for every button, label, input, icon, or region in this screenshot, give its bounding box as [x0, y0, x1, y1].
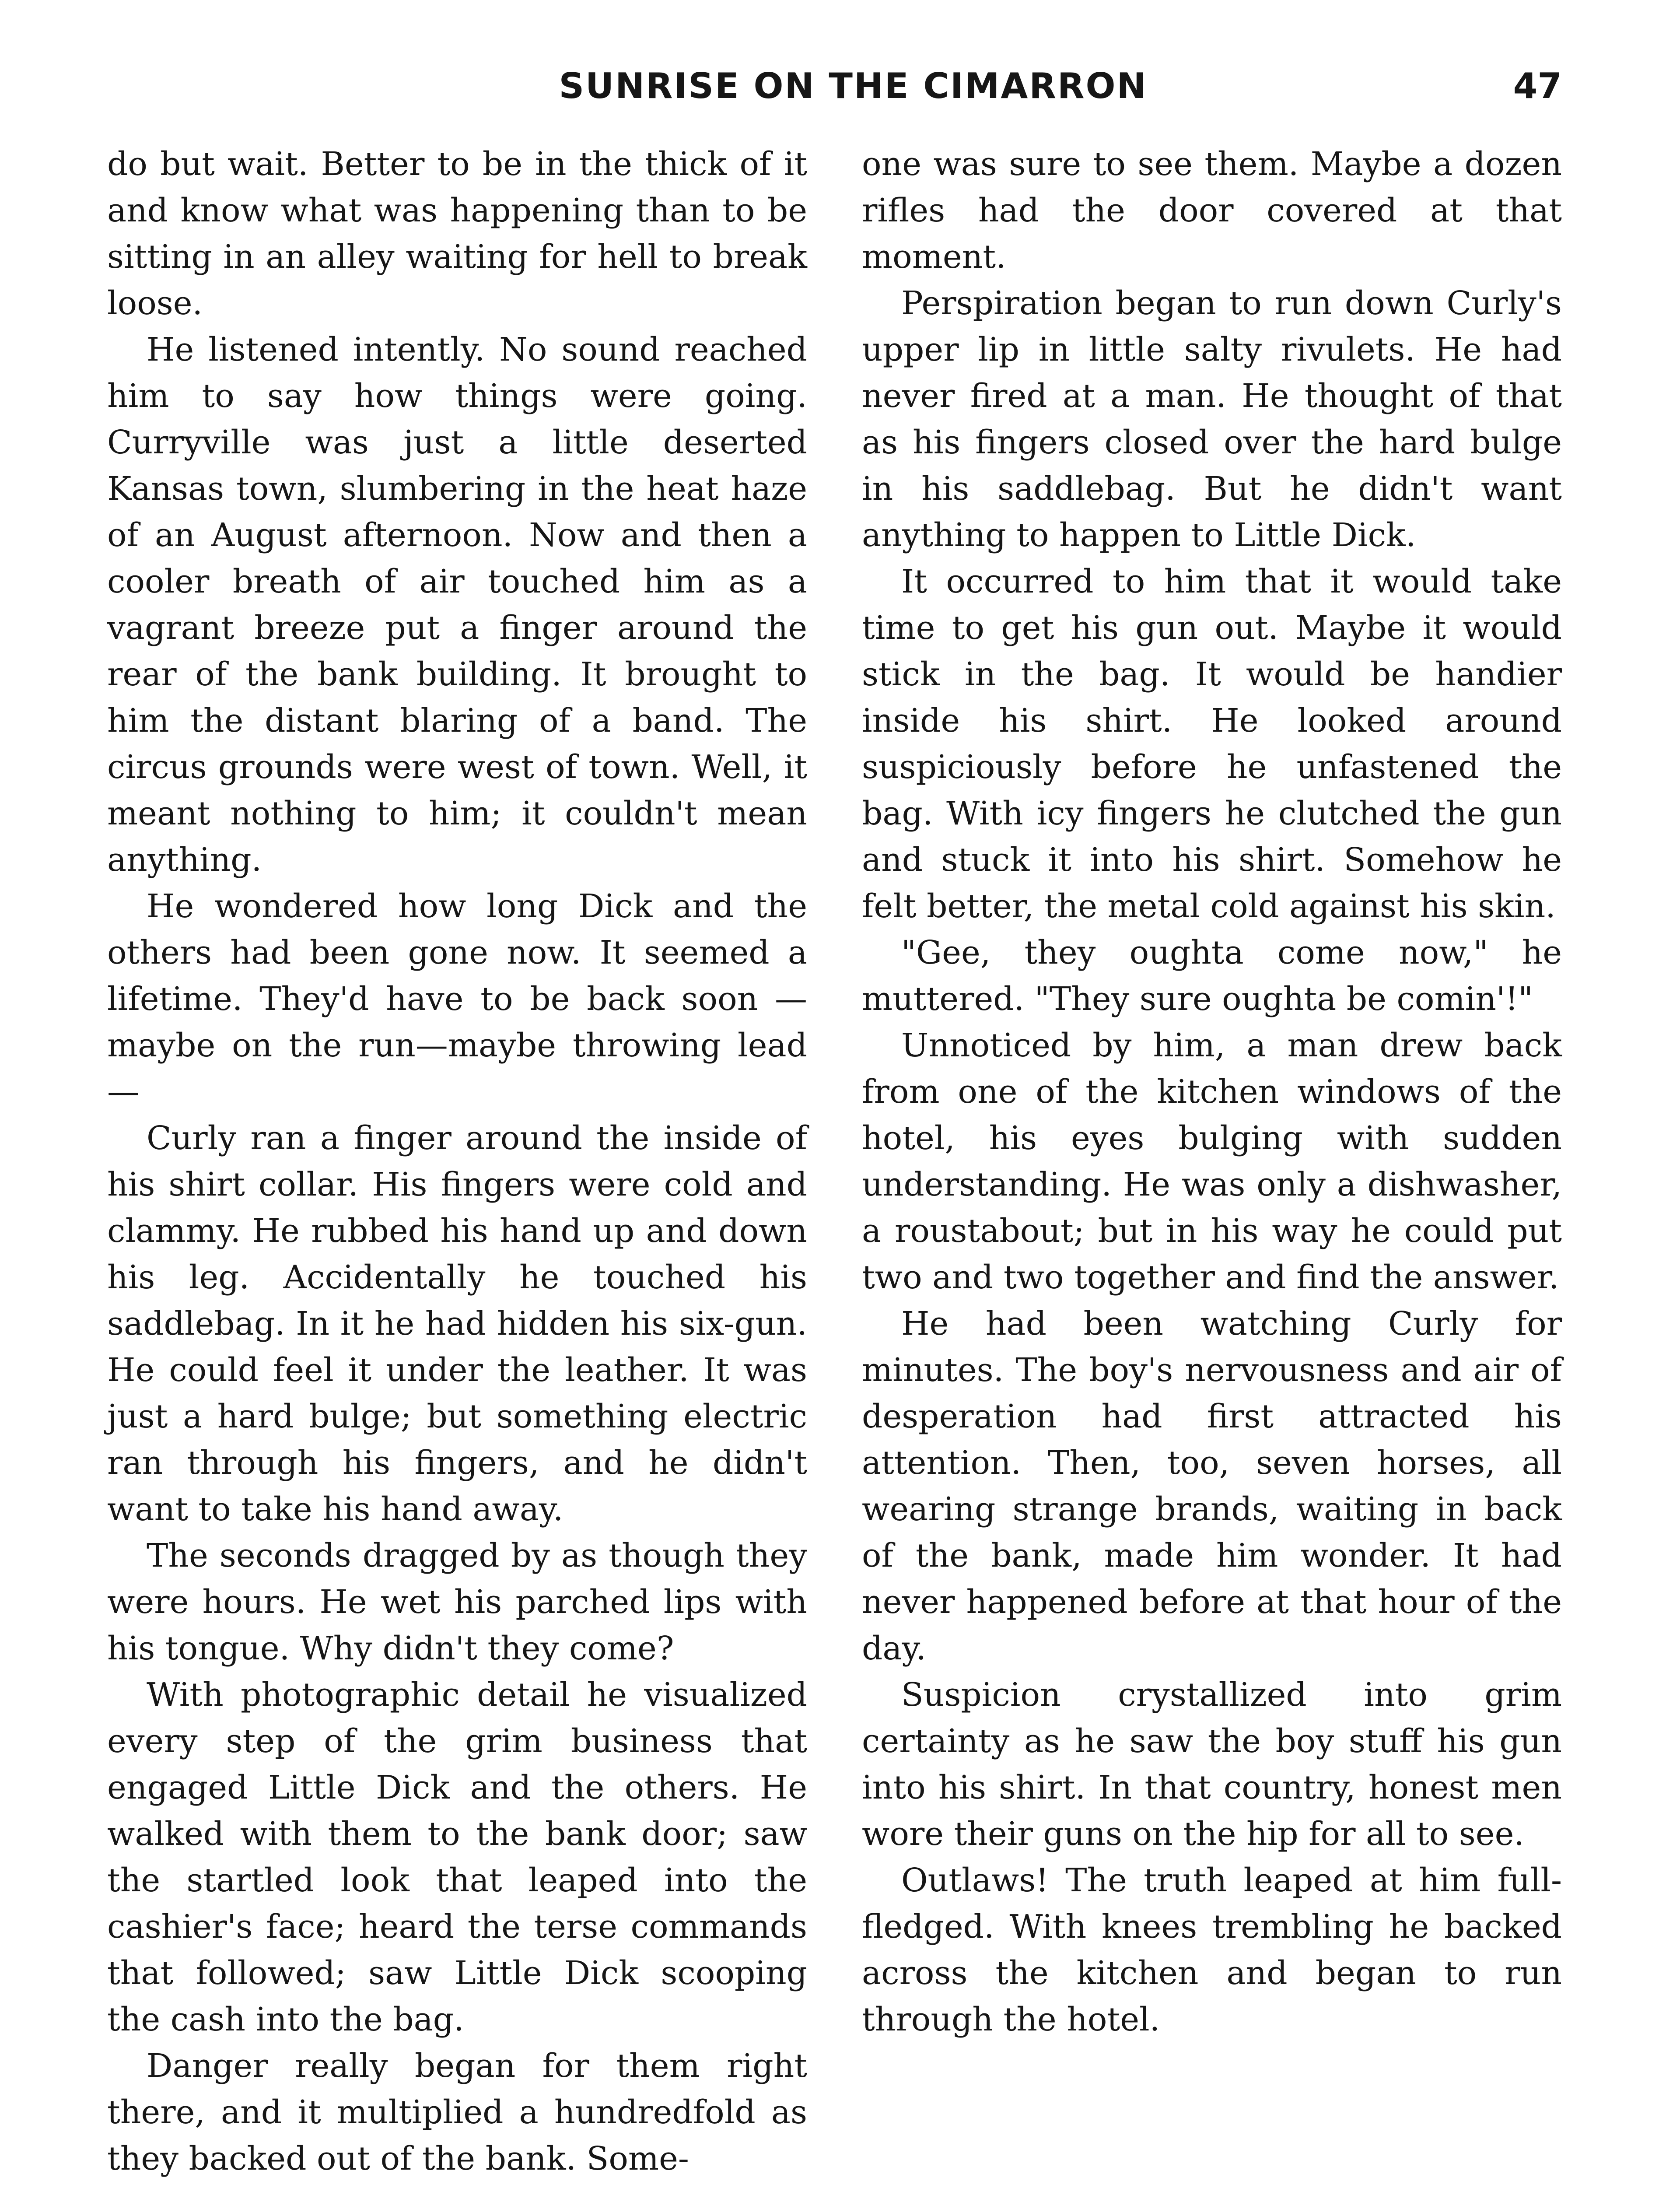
paragraph: Perspiration began to run down Curly's upper lip in little salty rivulets. He had never fired at a man. He thought of that as his fingers closed over the hard bulge in his saddlebag. But he didn't want anything to happen to Little Dick.	[862, 284, 1562, 554]
running-head	[0, 66, 1680, 118]
left-column	[107, 141, 807, 2182]
paragraph: The seconds dragged by as though they were hours. He wet his parched lips with his tongue. Why didn't they come?	[107, 1537, 807, 1667]
page-number: 47	[1513, 66, 1562, 106]
paragraph: Outlaws! The truth leaped at him full-fledged. With knees trembling he backed across the kitchen and began to run through the hotel.	[862, 1862, 1562, 2038]
paragraph: Danger really began for them right there, and it multiplied a hundredfold as they backed out of the bank. Some-	[107, 2047, 807, 2177]
paragraph: one was sure to see them. Maybe a dozen rifles had the door covered at that moment.	[862, 145, 1562, 276]
paragraph: Curly ran a finger around the inside of his shirt collar. His fingers were cold and clammy. He rubbed his hand up and down his leg. Accidentally he touched his saddlebag. In it he had hidden his six-gun. He could feel it under the leather. It was just a hard bulge; but something electric ran through his fingers, and he didn't want to take his hand away.	[107, 1119, 807, 1528]
right-column	[862, 141, 1562, 2043]
paragraph: With photographic detail he visualized every step of the grim business that engaged Little Dick and the others. He walked with them to the bank door; saw the startled look that leaped into the cashier's face; heard the terse commands that followed; saw Little Dick scooping the cash into the bag.	[107, 1676, 807, 2038]
paragraph: do but wait. Better to be in the thick of it and know what was happening than to be sitting in an alley waiting for hell to break loose.	[107, 145, 807, 322]
paragraph: It occurred to him that it would take time to get his gun out. Maybe it would stick in the bag. It would be handier inside his shirt. He looked around suspiciously before he unfastened the bag. With icy fingers he clutched the gun and stuck it into his shirt. Somehow he felt better, the metal cold against his skin.	[862, 563, 1562, 925]
paragraph: He wondered how long Dick and the others had been gone now. It seemed a lifetime. They'd have to be back soon —maybe on the run—maybe throwing lead—	[107, 887, 807, 1111]
paragraph: He listened intently. No sound reached him to say how things were going. Curryville was just a little deserted Kansas town, slumbering in the heat haze of an August afternoon. Now and then a cooler breath of air touched him as a vagrant breeze put a finger around the rear of the bank building. It brought to him the distant blaring of a band. The circus grounds were west of town. Well, it meant nothing to him; it couldn't mean anything.	[107, 331, 807, 879]
running-title: SUNRISE ON THE CIMARRON	[559, 66, 1148, 106]
paragraph: Unnoticed by him, a man drew back from one of the kitchen windows of the hotel, his eyes bulging with sudden understanding. He was only a dishwasher, a roustabout; but in his way he could put two and two together and find the answer.	[862, 1027, 1562, 1296]
paragraph: "Gee, they oughta come now," he muttered. "They sure oughta be comin'!"	[862, 934, 1562, 1018]
paragraph: Suspicion crystallized into grim certainty as he saw the boy stuff his gun into his shirt. In that country, honest men wore their guns on the hip for all to see.	[862, 1676, 1562, 1853]
paragraph: He had been watching Curly for minutes. The boy's nervousness and air of desperation had first attracted his attention. Then, too, seven horses, all wearing strange brands, waiting in back of the bank, made him wonder. It had never happened before at that hour of the day.	[862, 1305, 1562, 1667]
